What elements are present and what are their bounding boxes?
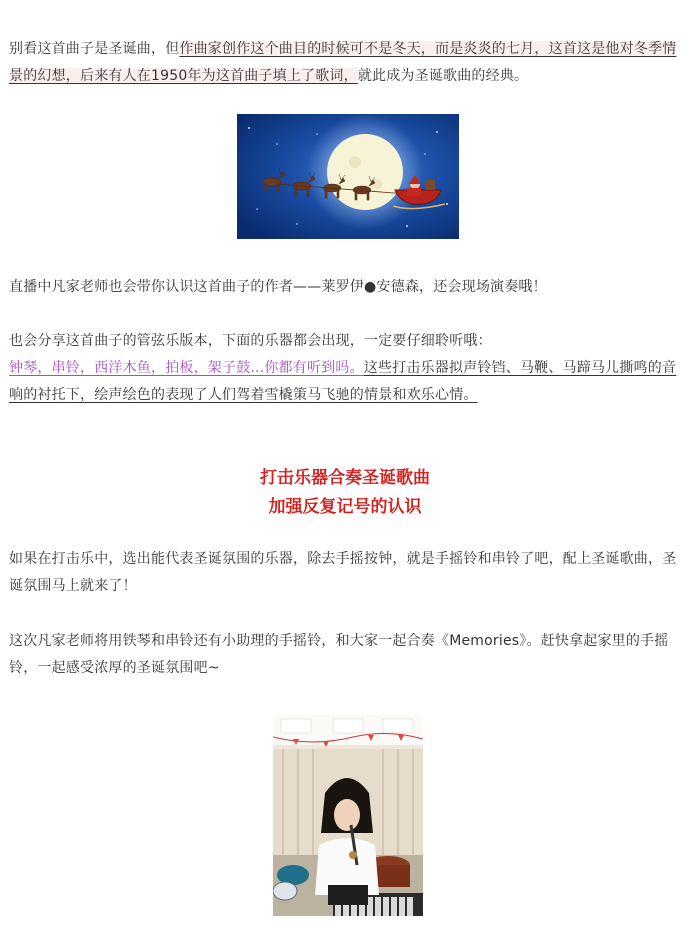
- intro-text-highlight: 作曲家创作这个曲目的时候可不是冬天，而是炎炎的七月，这首这是他对冬季情景的幻想，后来有人在1950年为这首曲子填上了歌词，: [9, 41, 677, 84]
- intro-text-a: 别看这首曲子是圣诞曲，但: [9, 41, 180, 57]
- instruments-paragraph: [9, 355, 685, 409]
- teacher-photo: [273, 715, 423, 916]
- bells-paragraph: 如果在打击乐中，选出能代表圣诞氛围的乐器，除去手摇按钟，就是手摇铃和串铃了吧，配上圣诞歌曲，圣诞氛围马上就来了！: [9, 551, 677, 594]
- intro-paragraph: [9, 36, 685, 90]
- orchestral-intro: 也会分享这首曲子的管弦乐版本，下面的乐器都会出现，一定要仔细聆听哦：: [9, 333, 492, 349]
- section-heading-line2: 加强反复记号的认识: [268, 497, 422, 517]
- section-heading-line1: 打击乐器合奏圣诞歌曲: [260, 468, 430, 488]
- memories-paragraph: 这次凡家老师将用铁琴和串铃还有小助理的手摇铃，和大家一起合奏《Memories》。赶快拿起家里的手摇铃，一起感受浓厚的圣诞氛围吧~: [9, 633, 669, 676]
- santa-sleigh-image: [237, 114, 459, 239]
- author-paragraph: 直播中凡家老师也会带你认识这首曲子的作者——莱罗伊●安德森，还会现场演奏哦！: [9, 279, 547, 295]
- instruments-description: 这些打击乐器拟声铃铛、马鞭、马蹄马儿撕鸣的音响的衬托下，绘声绘色的表现了人们驾着雪橇策马飞驰的情景和欢乐心情。: [9, 360, 677, 403]
- instruments-list-link[interactable]: 钟琴，串铃，西洋木鱼，拍板，架子鼓...你都有听到吗。: [9, 360, 364, 376]
- intro-text-c: 就此成为圣诞歌曲的经典。: [357, 68, 529, 84]
